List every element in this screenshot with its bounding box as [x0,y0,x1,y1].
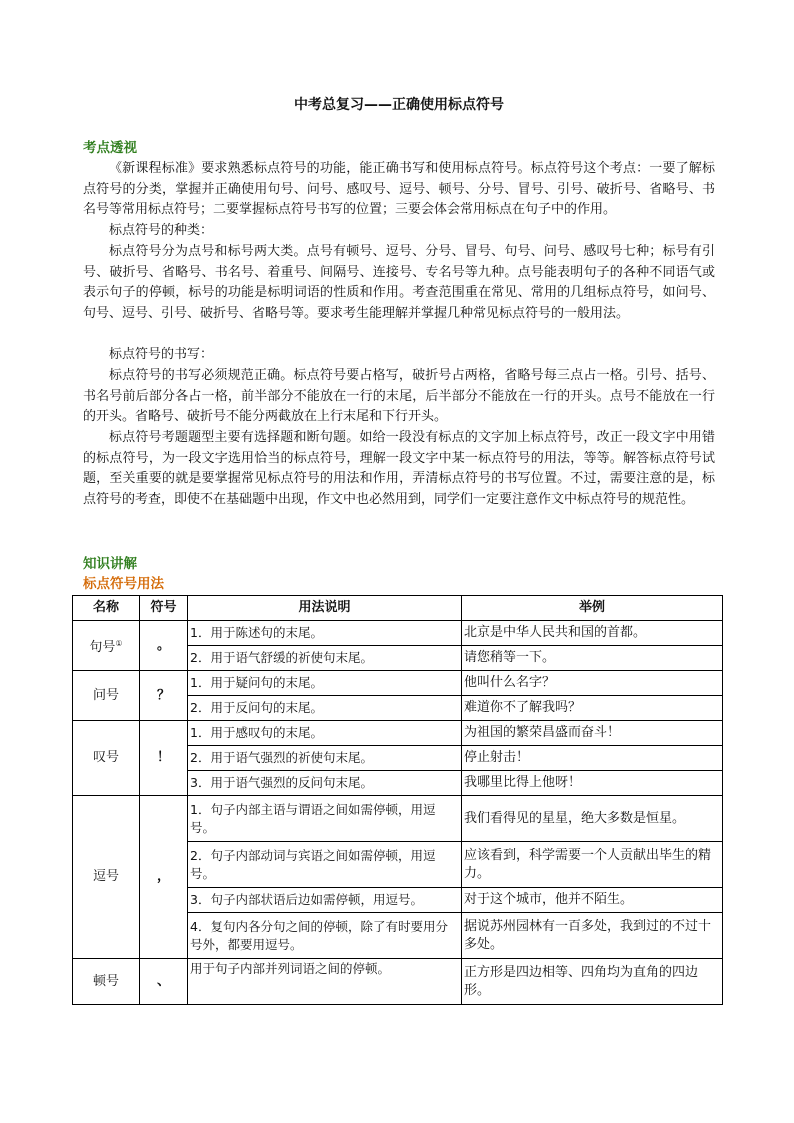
exam-paragraph: 标点符号考题题型主要有选择题和断句题。如给一段没有标点的文字加上标点符号，改正一段文字中用错的标点符号，为一段文字选用恰当的标点符号，理解一段文字中某一标点符号的用法，等等。解答标点符号试题，至关重要的就是要掌握常见标点符号的用法和作用，弄清标点符号的书写位置。不过，需要注意的是，标点符号的考查，即使不在基础题中出现，作文中也必然用到，同学们一定要注意作文中标点符号的规范性。 [83,430,715,507]
punctuation-usage-table [72,595,723,1005]
usage-cell: 2．用于反问句的末尾。 [188,696,462,721]
usage-cell: 3．句子内部状语后边如需停顿，用逗号。 [188,888,462,913]
punct-name: 逗号 [73,796,140,959]
punct-symbol: 。 [140,621,188,671]
header-name: 名称 [73,596,140,621]
punct-name: 顿号 [73,959,140,1005]
usage-cell: 1．用于感叹句的末尾。 [188,721,462,746]
document-title: 中考总复习——正确使用标点符号 [294,97,504,113]
usage-cell: 1．句子内部主语与谓语之间如需停顿，用逗号。 [188,796,462,842]
usage-cell: 1．用于陈述句的末尾。 [188,621,462,646]
table-row [73,796,723,842]
footnote-marker: ① [115,638,123,648]
punct-name-cell [73,621,140,671]
punct-symbol: 、 [140,959,188,1005]
example-cell: 停止射击！ [462,746,723,771]
usage-cell: 2．用于语气强烈的祈使句末尾。 [188,746,462,771]
example-cell: 我哪里比得上他呀！ [462,771,723,796]
table-header-row [73,596,723,621]
example-cell: 他叫什么名字？ [462,671,723,696]
header-usage: 用法说明 [188,596,462,621]
header-symbol: 符号 [140,596,188,621]
example-cell: 为祖国的繁荣昌盛而奋斗！ [462,721,723,746]
usage-cell: 用于句子内部并列词语之间的停顿。 [188,959,462,1005]
intro-paragraph: 《新课程标准》要求熟悉标点符号的功能，能正确书写和使用标点符号。标点符号这个考点：一要了解标点符号的分类，掌握并正确使用句号、问号、感叹号、逗号、顿号、分号、冒号、引号、破折号、省略号、书名号等常用标点符号；二要掌握标点符号书写的位置；三要会体会常用标点在句子中的作用。 [83,161,715,217]
example-cell: 应该看到，科学需要一个人贡献出毕生的精力。 [462,842,723,888]
example-cell: 据说苏州园林有一百多处，我到过的不过十多处。 [462,913,723,959]
types-paragraph: 标点符号分为点号和标号两大类。点号有顿号、逗号、分号、冒号、句号、问号、感叹号七种；标号有引号、破折号、省略号、书名号、着重号、间隔号、连接号、专名号等九种。点号能表明句子的各种不同语气或表示句子的停顿，标号的功能是标明词语的性质和作用。考查范围重在常见、常用的几组标点符号，如问号、句号、逗号、引号、破折号、省略号等。要求考生能理解并掌握几种常见标点符号的一般用法。 [83,244,715,321]
table-row [73,721,723,746]
usage-cell: 2．句子内部动词与宾语之间如需停顿，用逗号。 [188,842,462,888]
section-heading-knowledge: 知识讲解 [83,556,137,572]
example-cell: 难道你不了解我吗？ [462,696,723,721]
punct-symbol: ， [140,796,188,959]
example-cell: 我们看得见的星星，绝大多数是恒星。 [462,796,723,842]
section-heading-exam-perspective: 考点透视 [83,140,137,156]
header-example: 举例 [462,596,723,621]
writing-paragraph: 标点符号的书写必须规范正确。标点符号要占格写，破折号占两格，省略号每三点占一格。引号、括号、书名号前后部分各占一格，前半部分不能放在一行的末尾，后半部分不能放在一行的开头。点号不能放在一行的开头。省略号、破折号不能分两截放在上行末尾和下行开头。 [83,368,715,424]
writing-heading: 标点符号的书写： [109,347,214,362]
punct-symbol: ！ [140,721,188,796]
table-row [73,621,723,646]
punct-name: 问号 [73,671,140,721]
example-cell: 正方形是四边相等、四角均为直角的四边形。 [462,959,723,1005]
example-cell: 北京是中华人民共和国的首都。 [462,621,723,646]
types-heading: 标点符号的种类： [109,223,214,238]
example-cell: 对于这个城市，他并不陌生。 [462,888,723,913]
punct-name: 句号 [89,639,116,655]
usage-cell: 1．用于疑问句的末尾。 [188,671,462,696]
example-cell: 请您稍等一下。 [462,646,723,671]
usage-cell: 3．用于语气强烈的反问句末尾。 [188,771,462,796]
punct-name: 叹号 [73,721,140,796]
table-row [73,671,723,696]
usage-cell: 4．复句内各分句之间的停顿，除了有时要用分号外，都要用逗号。 [188,913,462,959]
punct-symbol: ？ [140,671,188,721]
section-subheading-usage: 标点符号用法 [83,576,164,592]
usage-cell: 2．用于语气舒缓的祈使句末尾。 [188,646,462,671]
table-row [73,959,723,1005]
